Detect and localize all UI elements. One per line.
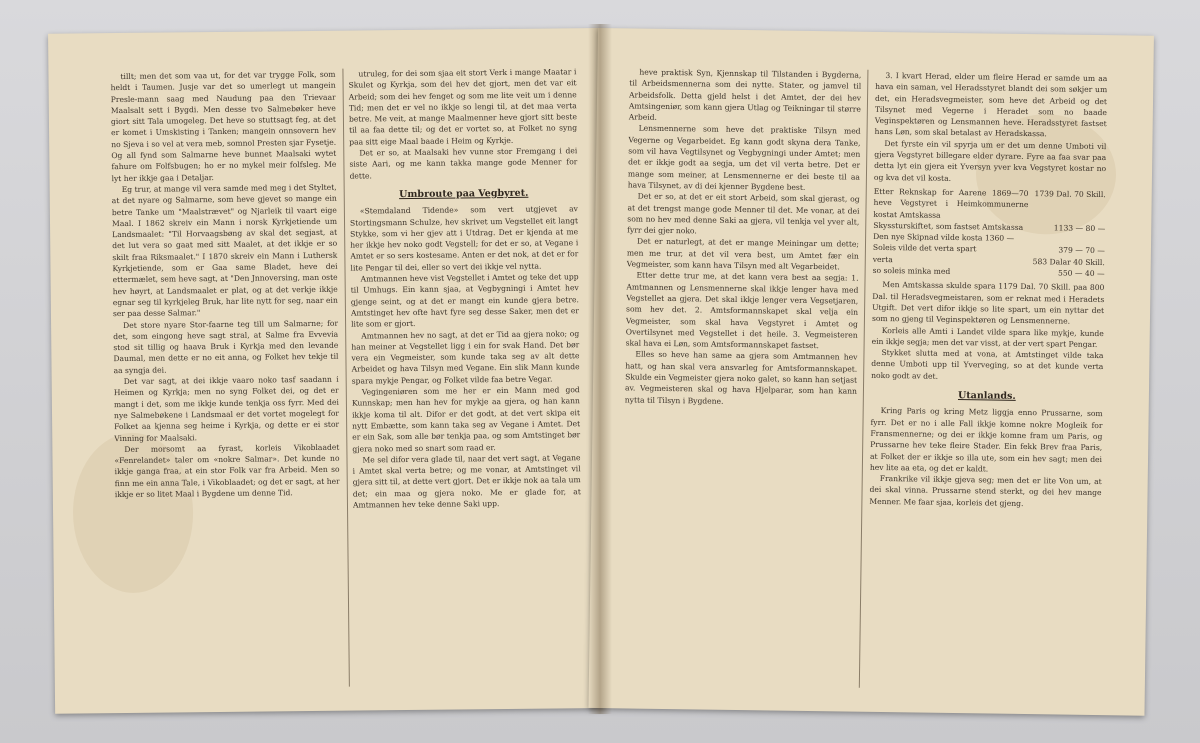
paragraph: Det er so, at Maalsaki hev vunne stor Fremgang i dei siste Aari, og me kann takka mange gode Menner for dette. <box>349 146 578 181</box>
paragraph: 3. I kvart Herad, elder um fleire Herad er samde um aa hava ein saman, vel Heradsstyret blandt dei som søkjer um det, ein Heradsvegmeister, som heve det Arbeid og det Tilsynet med Vegerne i Heradet som no baade Veginspektøren og Lensmannen heve. Heradsstyret fastset hans Løn, som skal betalast av Heradskassa. <box>874 71 1108 139</box>
cost-label: verta <box>872 254 893 264</box>
cost-table-row <box>873 265 1105 280</box>
left-page <box>48 28 605 714</box>
paragraph: Lensmennerne som heve det praktiske Tilsyn med Vegerne og Vegarbeidet. Eg kann godt skyna dera Tanke, som vil hava Vegtilsynet og Vegbygningi under Amtet; men det er ikkje godt aa segja, um det vil verta betre. Det er mange som meiner, at Lensmennerne er dei beste til aa hava Tilsynet, av di dei kjenner Bygdene best. <box>627 124 861 192</box>
cost-label: Skyssturskiftet, som fastset Amtskassa <box>873 220 1024 232</box>
paragraph: Vegingeniøren som me her er ein Mann med god Kunnskap; men han hev for mykje aa gjera, og han kann ikkje koma til alt. Difor er det godt, at det vert skipa eit nytt Embætte, som kann taka seg av Vegane i Amtet. Det er ein Sak, som alle bør tenkja paa, og som Amtstinget bør gjera noko med so snart som raad er. <box>351 385 581 454</box>
paragraph: Kring Paris og kring Metz liggja enno Prussarne, som fyrr. Det er no i alle Fall ikkje komne nokre Mogleik for Fransmennerne; og dei er ikkje komne fram um Paris, og Prussarne hev teke fleire Stader. Ein fekk Brev fraa Paris, at Folket der er ikkje so illa ute, som ein hev sagt; men dei hev lite aa eta, og det er kaldt. <box>869 406 1103 474</box>
right-column-1 <box>621 66 862 689</box>
right-page <box>589 28 1154 716</box>
paragraph: Korleis alle Amti i Landet vilde spara like mykje, kunde ein ikkje segja; men det var visst, at der vert spart Pengar. <box>871 325 1104 349</box>
paragraph: «Stemdaland Tidende» som vert utgjevet av Stortingsmann Schulze, hev skrivet um Vegstellet eit langt Stykke, som vi her gjev att i Utdrag. Det er kjenda at me her ikkje hev noko godt Vegstell; for det er so, at Vegane i Amtet er so sers kostesame. Anten er det nok, at det er for lite Pengar til dei, eller so vert dei ikkje vel nytta. <box>349 204 579 273</box>
right-column-2 <box>867 70 1108 693</box>
paragraph: Det store nyare Stor-faarne teg till um Salmarne; for det, som eingong heve sagt stral, at Salme fra Evvevia stod sit tillig og haava Bruk i Kyrkja med den levande Daumal, men dette er no eit anna, og Folket hev tekje til aa syngja dei. <box>113 318 339 375</box>
paragraph: Etter dette trur me, at det kann vera best aa segja: 1. Amtmannen og Lensmennerne skal ikkje lenger hava med Vegstellet aa gjera. Det skal ikkje lenger vera Vegsetjaren, som hev det. 2. Amtsformannskapet skal velja ein Vegmeister, som skal hava Vegstyret i Amtet og Overtilsynet med Vegstellet i det heile. 3. Vegmeisteren skal hava ei Løn, som Amtsformannskapet fastset. <box>625 270 859 351</box>
paragraph: Det er so, at det er eit stort Arbeid, som skal gjerast, og at det trengst mange gode Menner til det. Me vonar, at dei som no hev med denne Saki aa gjera, vil tenkja vel yver alt, fyrr dei gjer noko. <box>627 191 860 236</box>
paragraph: Eg trur, at mange vil vera samde med meg i det Styltet, at det nyare og Salmarne, som heve gjevet so mange ein betre Tanke um "Maalstrævet" og Njarleik til vaart eige Maal. I 1862 skreiv ein Mann i norsk Kyrkjetiende um Landsmaalet: "Til Horvaagsbøng av skal det segjast, at det lut vera so gaat med sitt Maalet, at det ikkje er so skilt fraa Riksmaalet." I 1870 skreiv ein Mann i Luthersk Kyrkjetiende, som er Gaa same Bladet, heve dei ettermælet, sem heve sagt, at "Den Jnnoversing, man oste hev høyrt, at Landsmaalet er plat, og at det verkje ikkje egnar seg til kyrkjeleg Bruk, har lite nytt for seg, naar ein ser paa desse Salmar." <box>111 182 338 319</box>
paragraph: heve praktisk Syn, Kjennskap til Tilstanden i Bygderna, til Arbeidsmennerna som dei nytte. Stater, og jamvel til Arbeidsfolk. Detta gjeld helst i det Amtet, der dei hev Amtsingeniør, som kann gjera Utlag og Teikningar til større Arbeid. <box>628 67 862 123</box>
left-column-2 <box>348 66 582 688</box>
column-rule <box>859 70 869 688</box>
cost-amount: 550 — 40 — <box>1057 268 1105 279</box>
paragraph: Det er naturlegt, at det er mange Meiningar um dette; men me trur, at det vil vera best, um Amtet fær ein Vegmeister, som kann hava Tilsyn med alt Vegarbeidet. <box>626 237 860 272</box>
cost-label: Soleis vilde det verta spart <box>872 243 977 254</box>
cost-amount: 1739 Dal. 70 Skill. <box>1034 189 1106 200</box>
left-column-1 <box>110 69 341 691</box>
paragraph: Det var sagt, at dei ikkje vaaro noko tasf saadann i Heimen og Kyrkja; men no syng Folket dei, og det er mangt i det, som me ikkje kunde tenkja oss fyrr. Med dei nye Salmebøkene i Landsmaal er det vortet mogelegt for Folket aa kjenna seg heime i Kyrkja, og dette er ei stor Vinning for Maalsaki. <box>113 374 340 443</box>
cost-amount: 379 — 70 — <box>1058 245 1105 256</box>
paragraph: Men Amtskassa skulde spara 1179 Dal. 70 Skill. paa 800 Dal. til Heradsvegmeistaren, som er reknat med i Heradets Utgift. Det vert difor ikkje so lite spart, um ein nyttar det som no gjeng til Veginspektøren og Lensmennerne. <box>871 280 1105 326</box>
paragraph: Det fyrste ein vil spyrja um er det um denne Umboti vil gjera Vegstyret billegare elder dyrare. Fyre aa faa svar paa detta lyt ein gjera eit Yversyn yver kva Vegstyret kostar no og kva det vil kosta. <box>873 138 1107 183</box>
paragraph: tillt; men det som vaa ut, for det var trygge Folk, som heldt i Taumen. Jusje var det so umerlegt ut mangein Presle-mann saag med Naudung paa den Trievaar Maalsalt sett i Bygdi. Men desse tvo Salmebøker heve giort sitt Tala umogeleg. Det heve so stuttsagt feg, at det er komet i Umskisting i Tanken; mangein onnsovern hev no Sjeva i so vel at vera meb, somnol Presten sjar Fysetje. Og all fynd som Salmarne heve bunnet Maalsaki wytet fahure om Folfsbugen; ho er no mykel meir folfsleg. Me lyt her ikkje gaa i Detaljar. <box>110 69 337 183</box>
cost-label: Etter Reknskap for Aarene 1869—70 heve Vegstyret i Heimkommunerne kostat Amtskassa <box>873 186 1029 220</box>
cost-amount: 583 Dalar 40 Skill. <box>1032 256 1105 267</box>
paragraph: utruleg, for dei som sjaa eit stort Verk i mange Maatar i Skulet og Kyrkja, som dei hev det gjort, men det var eit Arbeid; som dei hev fenget og som me lite veit um i denne Tid; men det er vel no ikkje so lengi til, at det maa verta betre. Me veit, at mange Maalmenner heve gjort sitt beste til aa faa dette til; og det er vortet so, at Folket no syng paa sitt eige Maal baade i Heim og Kyrkje. <box>348 67 578 147</box>
paragraph: Amtmannen hev no sagt, at det er Tid aa gjera noko; og han meiner at Vegstellet ligg i ein for svak Hand. Det bør vera ein Vegmeister, som kunde taka seg av alt dette Arbeidet og hava Tilsyn med Vegane. Ein slik Mann kunde spara mykje Pengar, og Folket vilde faa betre Vegar. <box>351 328 580 386</box>
cost-table-row <box>873 186 1105 223</box>
paragraph: Amtmannen heve vist Vegstellet i Amtet og teke det upp til Umhugs. Ein kann sjaa, at Vegbygningi i Amtet hev gjenge seint, og at det er mangt ein kunde gjera betre. Amtstinget hev ofte havt fyre seg desse Saker, men det er lite som er gjort. <box>350 272 580 329</box>
book-gutter <box>588 24 612 714</box>
paragraph: Me sel difor vera glade til, naar det vert sagt, at Vegane i Amtet skal verta betre; og me vonar, at Amtstinget vil gjera sitt til, at dette vert gjort. Det er ikkje nok aa tala um det; ein maa og gjera noko. Me er glade for, at Amtmannen hev teke denne Saki upp. <box>352 453 581 510</box>
section-heading: Umbroute paa Vegbyret. <box>399 187 529 201</box>
paragraph: Frankrike vil ikkje gjeva seg; men det er lite Von um, at dei skal vinna. Prussarne stend sterkt, og dei hev mange Menner. Me faar sjaa, korleis det gjeng. <box>869 474 1102 508</box>
paragraph: Elles so heve han same aa gjera som Amtmannen hev hatt, og han skal vera ansvarleg for Amtsformannskapet. Skulde ein Vegmeister gjera noko galet, so kann han setjast av. Vegmeisteren skal og hava Hjelparar, som han kann nytta til Tilsyn i Bygdene. <box>624 349 858 406</box>
paragraph: Der morsomt aa fyrast, korleis Vikoblaadet «Fenrelandet» taler om «nokre Salmar». Det kunde no ikkje ganga fraa, at ein stor Folk var fra Arbeid. Men so finn me ein anna Tale, i Vikoblaadet; og det er sagt, at her ikkje er so litet Maal i Bygdene um denne Tid. <box>114 442 340 500</box>
cost-table <box>873 186 1106 280</box>
cost-label: so soleis minka med <box>872 265 951 276</box>
section-heading: Utanlands. <box>957 390 1016 402</box>
paragraph: Stykket slutta med at vona, at Amtstinget vilde taka denne Umboti upp til Yverveging, so at det kunde verta noko godt av det. <box>871 348 1104 381</box>
cost-amount: 1133 — 80 — <box>1053 223 1106 233</box>
cost-label: Den nye Skipnad vilde kosta 1360 — <box>873 232 1015 243</box>
